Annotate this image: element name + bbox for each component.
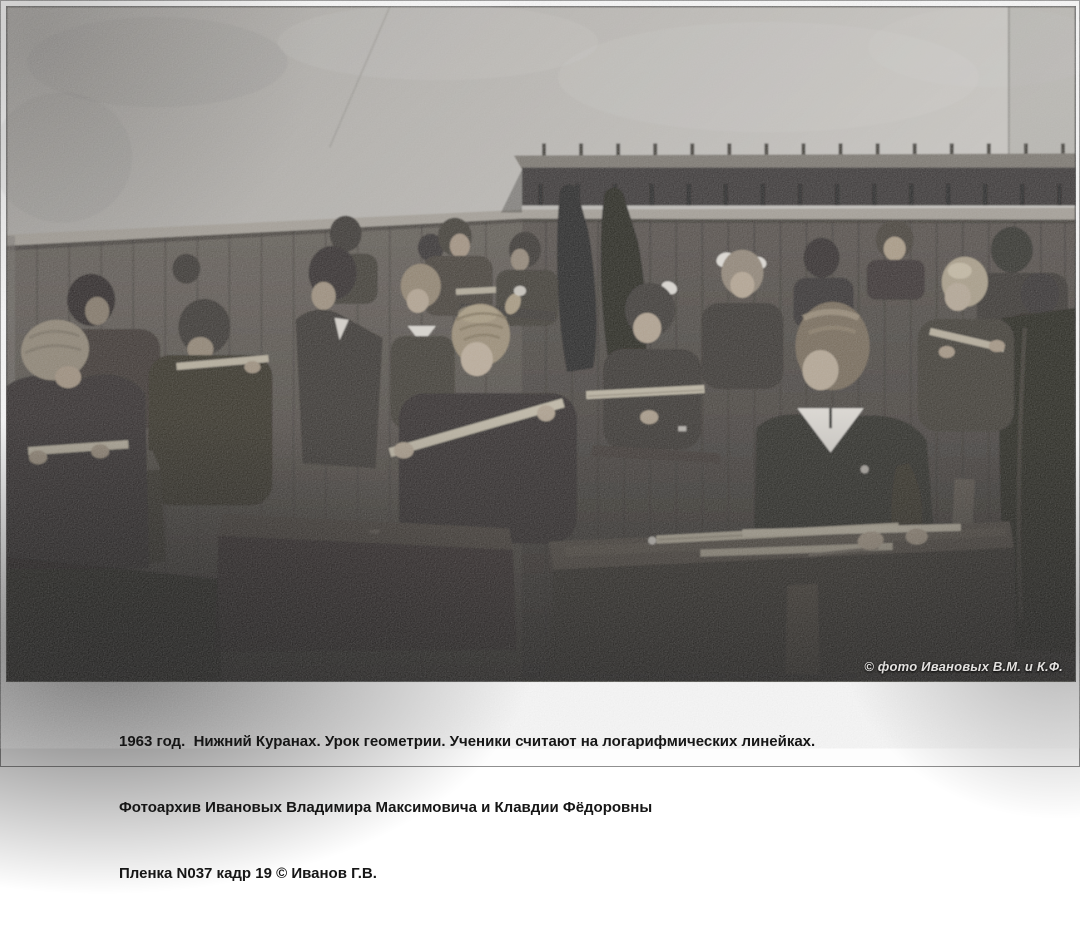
photo-watermark: © фото Ивановых В.М. и К.Ф. bbox=[864, 659, 1063, 674]
caption-line-1: 1963 год. Нижний Куранах. Урок геометрии. Ученики считают на логарифмических линейках. bbox=[119, 733, 816, 750]
film-grain-overlay bbox=[7, 7, 1075, 681]
caption bbox=[119, 687, 815, 929]
classroom-photo-illustration bbox=[7, 7, 1075, 681]
caption-line-2: Фотоархив Ивановых Владимира Максимовича и Клавдии Фёдоровны bbox=[119, 799, 653, 816]
caption-line-3: Пленка N037 кадр 19 © Иванов Г.В. bbox=[119, 865, 377, 882]
classroom-photo bbox=[6, 6, 1076, 682]
